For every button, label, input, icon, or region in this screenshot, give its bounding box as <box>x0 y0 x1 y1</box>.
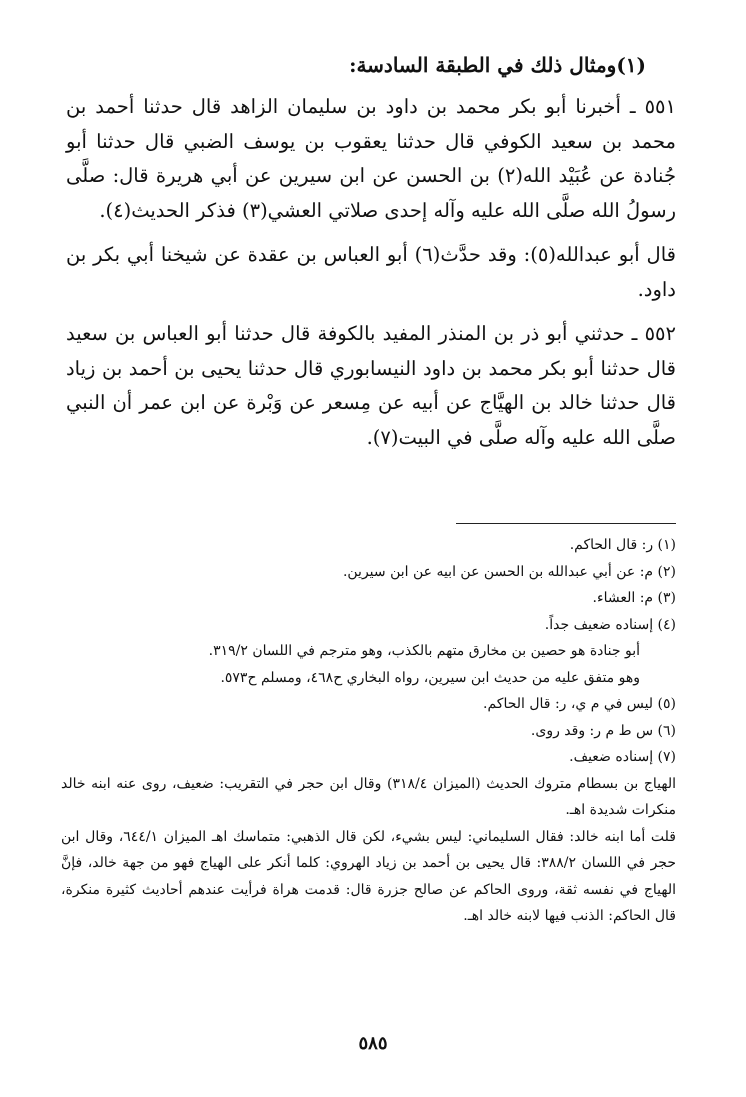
hadith-552: ٥٥٢ ـ حدثني أبو ذر بن المنذر المفيد بالكوفة قال حدثنا أبو العباس بن سعيد قال حدثنا أبو بكر محمد بن داود النيسابوري قال حدثنا يحيى بن أحمد بن زياد قال حدثنا خالد بن الهيَّاج عن أبيه عن مِسعر عن وَبْرة عن ابن عمر أن النبي صلَّى الله عليه وآله صلَّى في البيت(٧). <box>66 322 676 449</box>
footnote-1: (١) ر: قال الحاكم. <box>569 537 676 553</box>
footnote-7-detail-2: قلت أما ابنه خالد: فقال السليماني: ليس بشيء، لكن قال الذهبي: متماسك اهـ الميزان ٦٤٤/١، وقال ابن حجر في اللسان ٣٨٨/٢: قال يحيى بن أحمد بن زياد الهروي: كلما أنكر على الهياج فهو من جهة خالد، فإنَّ الهياج في نفسه ثقة، وروى الحاكم عن صالح جزرة قال: قدمت هراة فرأيت عندهم أحاديث كثيرة منكرة، قال الحاكم: الذنب فيها لابنه خالد اهـ. <box>61 828 676 924</box>
footnote-4-detail-1: أبو جنادة هو حصين بن مخارق متهم بالكذب، وهو مترجم في اللسان ٣١٩/٢. <box>208 643 640 659</box>
hadith-551: ٥٥١ ـ أخبرنا أبو بكر محمد بن داود بن سليمان الزاهد قال حدثنا أحمد بن محمد بن سعيد الكوفي قال حدثنا يعقوب بن يوسف الضبي قال حدثنا أبو جُنادة عن عُبَيْد الله(٢) بن الحسن عن ابن سيرين عن أبي هريرة قال: صلَّى رسولُ الله صلَّى الله عليه وآله إحدى صلاتي العشي(٣) فذكر الحديث(٤). <box>66 95 677 222</box>
footnote-4-detail-2: وهو متفق عليه من حديث ابن سيرين، رواه البخاري ح٤٦٨، ومسلم ح٥٧٣. <box>220 669 640 686</box>
page-number: ٥٨٥ <box>358 1033 388 1054</box>
footnote-7: (٧) إسناده ضعيف. <box>569 749 676 765</box>
footnote-4: (٤) إسناده ضعيف جداً. <box>544 616 676 633</box>
footnote-7-detail-1: الهياج بن بسطام متروك الحديث (الميزان ٣١٨/٤) وقال ابن حجر في التقريب: ضعيف، روى عنه ابنه خالد منكرات شديدة اهـ. <box>61 775 676 818</box>
footnote-3: (٣) م: العشاء. <box>592 590 676 606</box>
hakim-comment: قال أبو عبدالله(٥): وقد حدَّث(٦) أبو العباس بن عقدة عن شيخنا أبي بكر بن داود. <box>66 243 676 301</box>
footnote-6: (٦) س ط م ر: وقد روى. <box>530 722 676 739</box>
footnotes <box>61 532 676 930</box>
footnote-divider <box>456 523 676 524</box>
main-text <box>66 90 676 469</box>
footnote-2: (٢) م: عن أبي عبدالله بن الحسن عن ابيه عن ابن سيرين. <box>342 563 676 580</box>
section-heading: (١)ومثال ذلك في الطبقة السادسة: <box>349 53 646 77</box>
footnote-5: (٥) ليس في م ي، ر: قال الحاكم. <box>483 696 676 712</box>
